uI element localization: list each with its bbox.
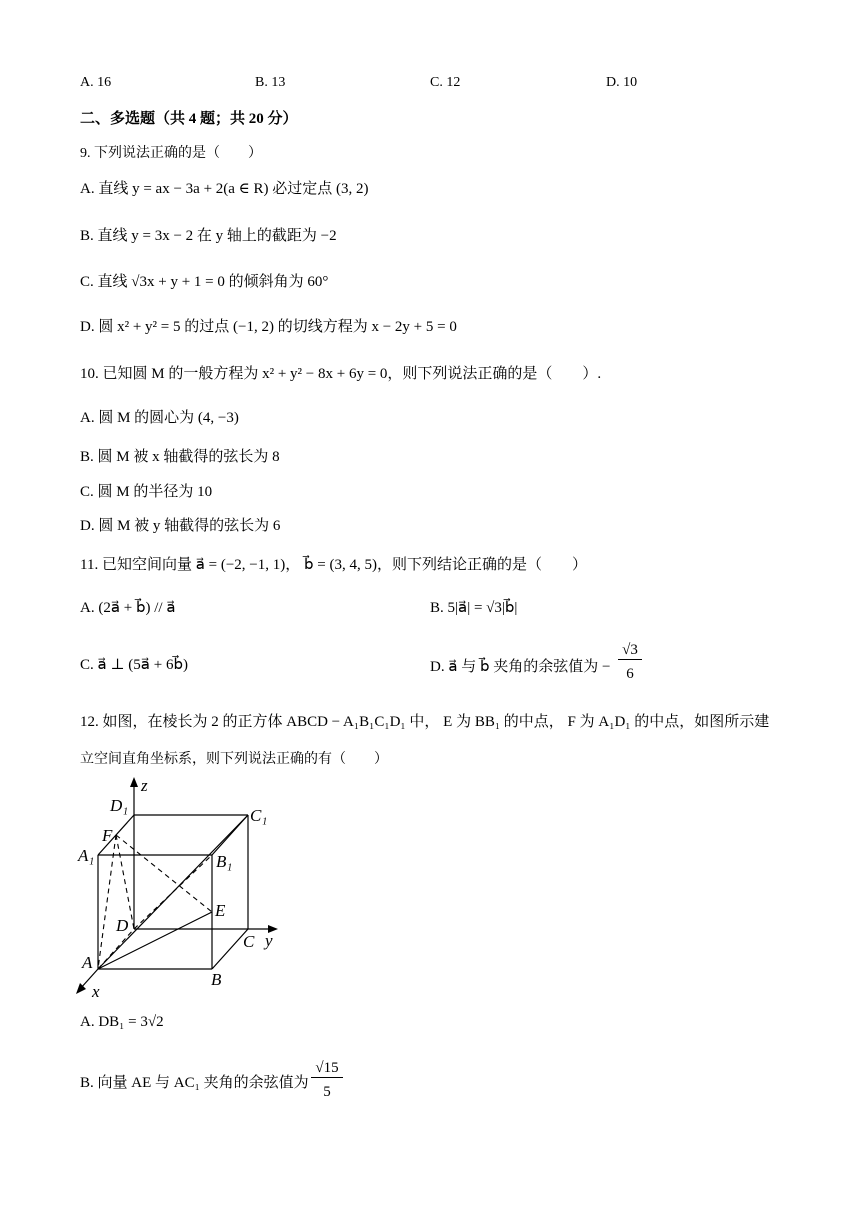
label-a: A: [82, 953, 93, 972]
q12-stem-line1: 12. 如图，在棱长为 2 的正方体 ABCD − A₁B₁C₁D₁ 中， E 为 BB₁ 的中点， F 为 A₁D₁ 的中点，如图所示建: [80, 714, 770, 730]
label-a1: A₁: [78, 846, 95, 865]
label-x: x: [92, 982, 100, 1000]
label-f: F: [102, 826, 113, 845]
q10-option-c: C. 圆 M 的半径为 10: [80, 484, 213, 500]
label-c: C: [243, 932, 255, 951]
q9-option-d: D. 圆 x² + y² = 5 的过点 (−1, 2) 的切线方程为 x − 2y + 5 = 0: [80, 319, 457, 335]
label-e: E: [215, 901, 226, 920]
cube-figure: [70, 775, 290, 1000]
label-z: z: [141, 776, 148, 795]
q11-option-a: A. (2a⃗ + b⃗) // a⃗: [80, 600, 176, 616]
q9-option-a: A. 直线 y = ax − 3a + 2(a ∈ R) 必过定点 (3, 2): [80, 181, 369, 197]
segment-ac1: [98, 815, 248, 969]
q9-option-c: C. 直线 √3x + y + 1 = 0 的倾斜角为 60°: [80, 274, 329, 290]
q11-option-d-numerator: √3: [618, 642, 642, 660]
q12-stem-line2: 立空间直角坐标系，则下列说法正确的有（ ）: [80, 752, 388, 767]
q11-option-b: B. 5|a⃗| = √3|b⃗|: [430, 600, 518, 616]
q11-stem: 11. 已知空间向量 a⃗ = (−2, −1, 1)， b⃗ = (3, 4, 5)，则下列结论正确的是（ ）: [80, 557, 587, 573]
q12-option-b-numerator: √15: [311, 1060, 343, 1078]
label-b1: B₁: [216, 852, 233, 871]
segment-f-d-hidden: [116, 835, 134, 929]
q11-option-c: C. a⃗ ⊥ (5a⃗ + 6b⃗): [80, 657, 188, 673]
label-d: D: [116, 916, 129, 935]
prev-option-c: C. 12: [430, 75, 461, 90]
q9-option-b: B. 直线 y = 3x − 2 在 y 轴上的截距为 −2: [80, 228, 337, 244]
label-c1: C₁: [250, 806, 268, 825]
q12-option-b-denominator: 5: [323, 1084, 331, 1100]
q10-option-b: B. 圆 M 被 x 轴截得的弦长为 8: [80, 449, 280, 465]
q10-option-d: D. 圆 M 被 y 轴截得的弦长为 6: [80, 518, 281, 534]
q10-option-a: A. 圆 M 的圆心为 (4, −3): [80, 410, 239, 426]
label-b: B: [211, 970, 222, 989]
arrow-z: [130, 777, 138, 787]
q9-stem: 9. 下列说法正确的是（ ）: [80, 146, 262, 161]
q11-option-d-text: D. a⃗ 与 b⃗ 夹角的余弦值为 −: [430, 659, 611, 675]
section-title: 二、多选题（共 4 题；共 20 分）: [80, 111, 298, 127]
q11-option-d-denominator: 6: [626, 666, 634, 682]
prev-option-a: A. 16: [80, 75, 112, 90]
label-d1: D₁: [110, 796, 129, 815]
q12-option-a: A. DB₁ = 3√2: [80, 1014, 164, 1030]
q10-stem: 10. 已知圆 M 的一般方程为 x² + y² − 8x + 6y = 0，则下列说法正确的是（ ）.: [80, 366, 602, 382]
label-y: y: [265, 931, 273, 950]
q12-option-b-text: B. 向量 AE 与 AC₁ 夹角的余弦值为: [80, 1075, 309, 1091]
prev-option-b: B. 13: [255, 75, 286, 90]
prev-option-d: D. 10: [606, 75, 638, 90]
